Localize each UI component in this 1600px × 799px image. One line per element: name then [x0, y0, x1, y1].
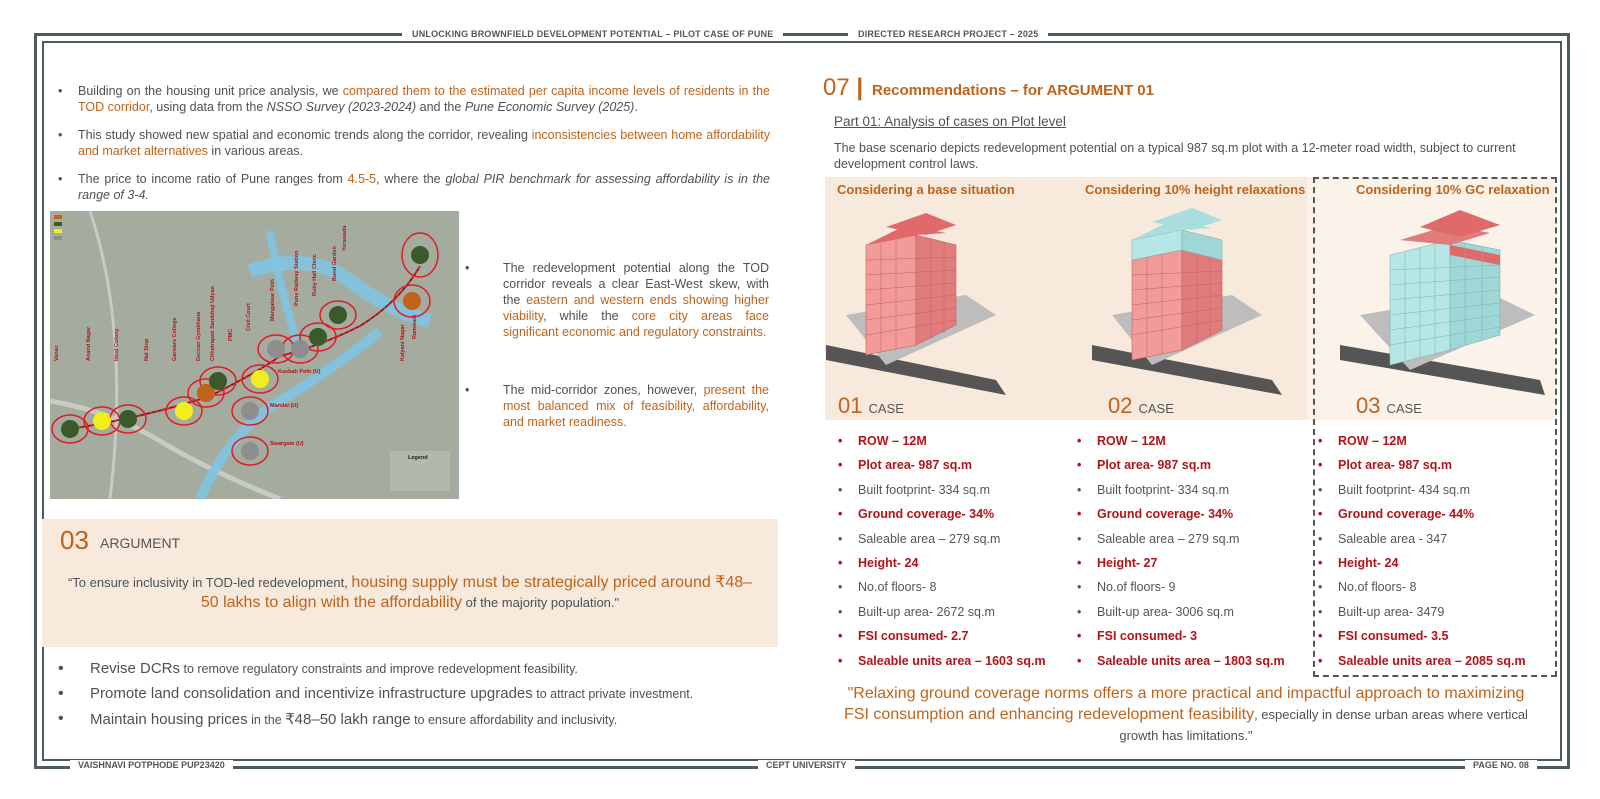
intro-bullets	[58, 83, 770, 215]
argument-number: 03	[60, 525, 89, 555]
case-spec-item: • Saleable area - 347	[1318, 527, 1558, 551]
case-2-title: Considering 10% height relaxations	[1085, 182, 1306, 197]
intro-bullet: • Building on the housing unit price analysis, we compared them to the estimated per capita income levels of residents in the TOD corridor, using data from the NSSO Survey (2023-2024) and the Pune Economic Survey (2025).	[58, 83, 770, 115]
case-2-number: 02 CASE	[1108, 393, 1174, 418]
footer-page-number: PAGE NO. 08	[1465, 760, 1537, 770]
map-station-label: Yerawada	[342, 225, 348, 251]
case-spec-item: • FSI consumed- 3	[1077, 624, 1307, 648]
case-spec-item: • Saleable area – 279 sq.m	[1077, 527, 1307, 551]
case-spec-item: • ROW – 12M	[1077, 429, 1307, 453]
map-station-label: Vanaz	[54, 345, 60, 361]
map-station-label: Nal Stop	[144, 338, 150, 361]
recommendation-item: • Promote land consolidation and incentivize infrastructure upgrades to attract private investment.	[58, 685, 778, 703]
map-station-label: Ramwadi	[412, 314, 418, 339]
map-station-label: Mangalwar Peth	[270, 279, 276, 321]
recommendation-item: • Maintain housing prices in the ₹48–50 lakh range to ensure affordability and inclusivity.	[58, 710, 778, 729]
case-spec-item: • Saleable units area – 1803 sq.m	[1077, 649, 1307, 673]
case-spec-item: • ROW – 12M	[838, 429, 1068, 453]
case-spec-item: • No.of floors- 8	[838, 575, 1068, 599]
case-spec-item: • Saleable area – 279 sq.m	[838, 527, 1068, 551]
case-spec-item: • Built-up area- 3479	[1318, 600, 1558, 624]
case-1-specs	[838, 429, 1068, 673]
header-right-title: DIRECTED RESEARCH PROJECT – 2025	[848, 29, 1048, 39]
map-bullets	[465, 260, 769, 430]
case-spec-item: • Plot area- 987 sq.m	[1318, 453, 1558, 477]
case-spec-item: • FSI consumed- 3.5	[1318, 624, 1558, 648]
map-station-label: Pune Railway Station	[294, 250, 300, 306]
argument-panel	[42, 519, 778, 647]
map-station-label: Civil Court	[246, 303, 252, 331]
case-2-building-illustration	[1092, 205, 1292, 395]
case-spec-item: • Built footprint- 334 sq.m	[838, 478, 1068, 502]
map-station-label: Ideal Colony	[114, 328, 120, 361]
map-area-label: Kasbah Peth (U)	[278, 369, 321, 375]
part-title: Part 01: Analysis of cases on Plot level	[834, 114, 1066, 129]
case-spec-item: • Built footprint- 434 sq.m	[1318, 478, 1558, 502]
tod-corridor-map	[50, 211, 459, 499]
map-station-label: Kalyani Nagar	[400, 324, 406, 361]
map-bullet: • The mid-corridor zones, however, present the most balanced mix of feasibility, affordability, and market readiness.	[465, 382, 769, 430]
case-spec-item: • Built-up area- 3006 sq.m	[1077, 600, 1307, 624]
case-1-title: Considering a base situation	[837, 182, 1015, 197]
case-spec-item: • No.of floors- 8	[1318, 575, 1558, 599]
case-3-specs	[1318, 429, 1558, 673]
footer-author: VAISHNAVI POTPHODE PUP23420	[70, 760, 233, 770]
map-station-label: Deccan Gymkhana	[196, 311, 202, 361]
recommendation-item: • Revise DCRs to remove regulatory constraints and improve redevelopment feasibility.	[58, 660, 778, 678]
section-title: Recommendations – for ARGUMENT 01	[872, 82, 1154, 99]
argument-quote: “To ensure inclusivity in TOD-led redevelopment, housing supply must be strategically priced around ₹48–50 lakhs to align with the affordability of the majority population."	[67, 574, 753, 611]
case-spec-item: • Ground coverage- 34%	[1077, 502, 1307, 526]
map-station-label: Ruby Hall Clinic	[312, 254, 318, 296]
case-spec-item: • Built-up area- 2672 sq.m	[838, 600, 1068, 624]
intro-text: The base scenario depicts redevelopment potential on a typical 987 sq.m plot with a 12-meter road width, subject to current development control laws.	[834, 141, 1516, 171]
case-spec-item: • Plot area- 987 sq.m	[1077, 453, 1307, 477]
case-spec-item: • Saleable units area – 1603 sq.m	[838, 649, 1068, 673]
case-spec-item: • Height- 24	[1318, 551, 1558, 575]
footer-university: CEPT UNIVERSITY	[758, 760, 855, 770]
case-spec-item: • Plot area- 987 sq.m	[838, 453, 1068, 477]
map-bullet: • The redevelopment potential along the TOD corridor reveals a clear East-West skew, with the eastern and western ends showing higher viability, while the core city areas face significant economic and regulatory constraints.	[465, 260, 769, 340]
case-1-building-illustration	[826, 205, 1026, 395]
map-area-label: Swargate (U)	[270, 441, 304, 447]
map-legend-title: Legend	[408, 455, 428, 461]
map-station-label: Chhatrapati Sambhaji Udyan	[210, 286, 216, 361]
case-spec-item: • Saleable units area – 2085 sq.m	[1318, 649, 1558, 673]
recommendation-list	[58, 660, 778, 729]
case-3-number: 03 CASE	[1356, 393, 1422, 418]
case-spec-item: • Ground coverage- 44%	[1318, 502, 1558, 526]
case-2-specs	[1077, 429, 1307, 673]
case-spec-item: • Ground coverage- 34%	[838, 502, 1068, 526]
section-number: 07 |	[823, 74, 864, 101]
map-area-label: Mandai (U)	[270, 403, 299, 409]
map-station-label: PMC	[228, 328, 234, 341]
conclusion-quote: "Relaxing ground coverage norms offers a more practical and impactful approach to maximizing FSI consumption and enhancing redevelopment feasibility, especially in dense urban areas where vertical growth has limitations."	[844, 685, 1528, 743]
case-1-number: 01 CASE	[838, 393, 904, 418]
case-spec-item: • Height- 27	[1077, 551, 1307, 575]
map-station-label: Garware College	[172, 317, 178, 361]
map-station-label: Anand Nagar	[86, 326, 92, 361]
case-3-title: Considering 10% GC relaxation	[1356, 182, 1550, 197]
intro-bullet: • This study showed new spatial and economic trends along the corridor, revealing inconsistencies between home affordability and market alternatives in various areas.	[58, 127, 770, 159]
case-spec-item: • No.of floors- 9	[1077, 575, 1307, 599]
intro-bullet: • The price to income ratio of Pune ranges from 4.5-5, where the global PIR benchmark for assessing affordability is in the range of 3-4.	[58, 171, 770, 203]
case-spec-item: • FSI consumed- 2.7	[838, 624, 1068, 648]
case-spec-item: • Height- 24	[838, 551, 1068, 575]
argument-label: ARGUMENT	[100, 535, 181, 551]
map-station-label: Bund Garden	[332, 246, 338, 281]
header-left-title: UNLOCKING BROWNFIELD DEVELOPMENT POTENTIAL – PILOT CASE OF PUNE	[402, 29, 783, 39]
case-spec-item: • Built footprint- 334 sq.m	[1077, 478, 1307, 502]
case-spec-item: • ROW – 12M	[1318, 429, 1558, 453]
